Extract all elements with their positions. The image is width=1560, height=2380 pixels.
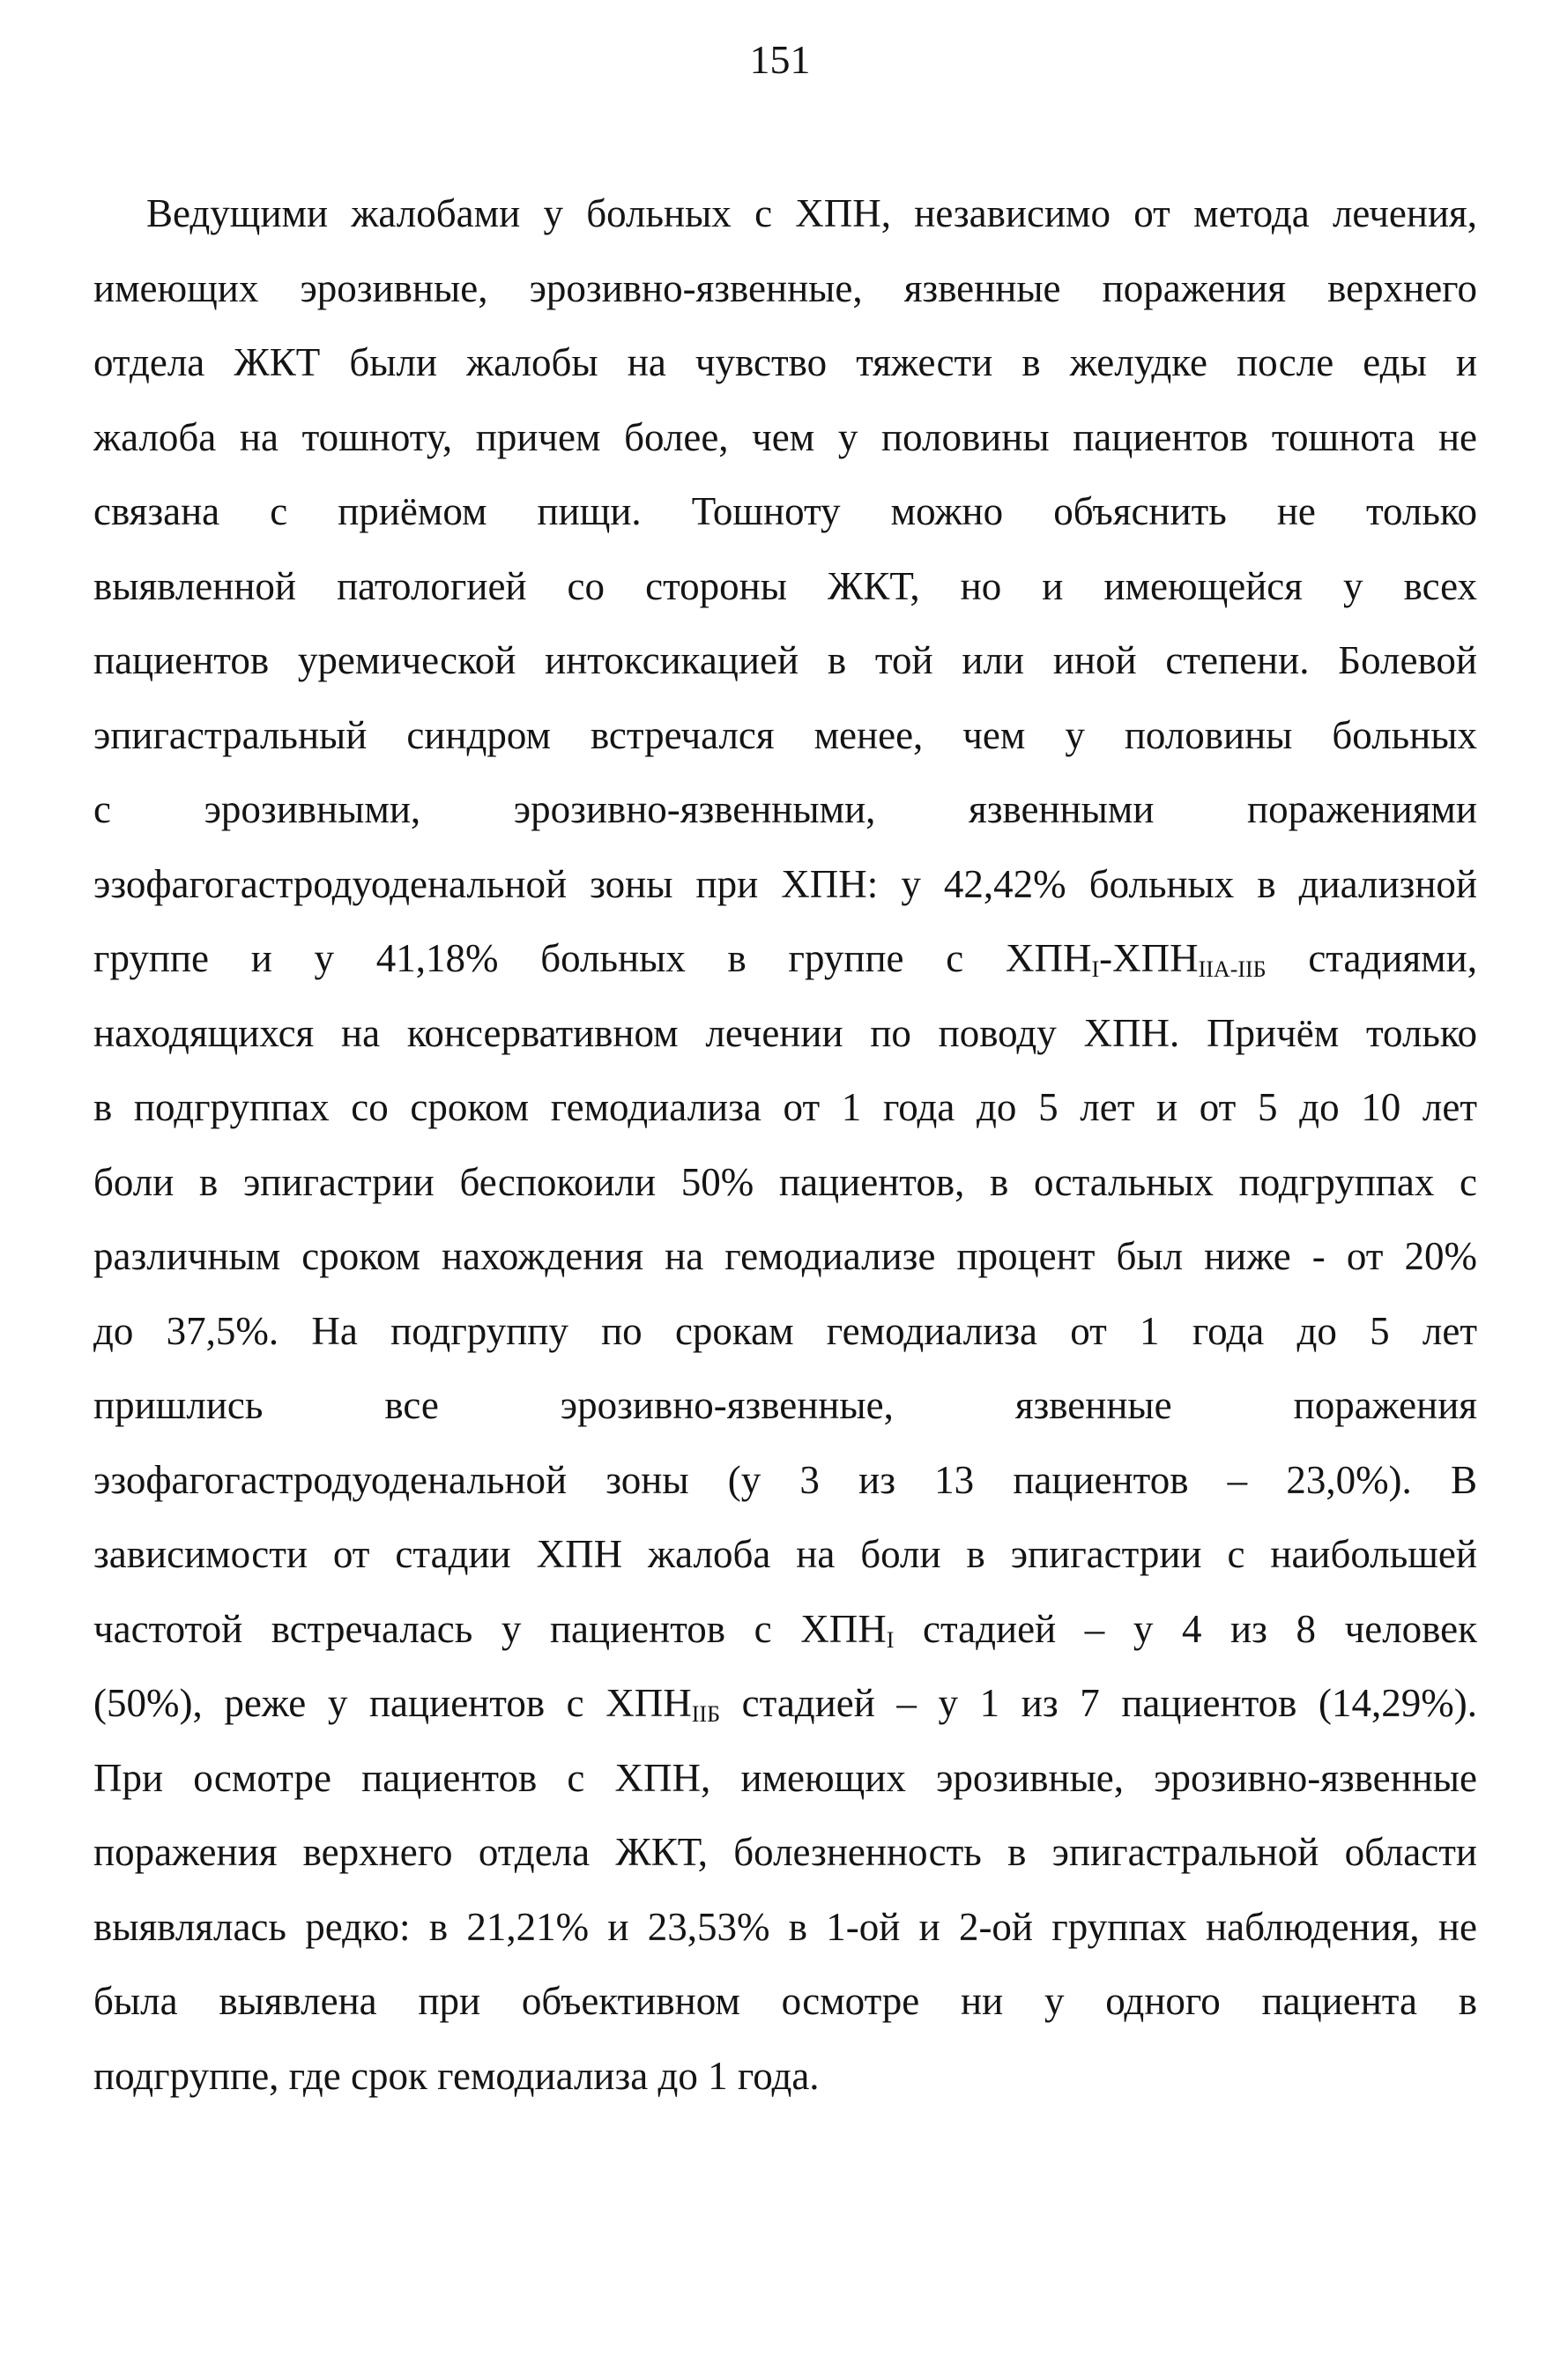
subscript: I (886, 1626, 895, 1653)
subscript: IIБ (691, 1701, 721, 1727)
text-line: выявлялась редко: в 21,21% и 23,53% в 1-ой и 2-ой группах наблюдения, не (93, 1904, 1477, 1949)
text-line: Ведущими жалобами у больных с ХПН, независимо от метода лечения, (146, 191, 1477, 235)
text-line (93, 1666, 1477, 1741)
text-segment: группе и у 41,18% больных в группе с ХПН (93, 936, 1092, 980)
subscript: I (1091, 956, 1100, 982)
text-line: При осмотре пациентов с ХПН, имеющих эрозивные, эрозивно-язвенные (93, 1755, 1477, 1800)
text-line: эзофагогастродуоденальной зоны (у 3 из 13 пациентов – 23,0%). В (93, 1457, 1477, 1502)
text-line: поражения верхнего отдела ЖКТ, болезненность в эпигастральной области (93, 1830, 1477, 1874)
page-number: 151 (749, 37, 811, 82)
text-segment: -ХПН (1099, 936, 1199, 980)
text-line: в подгруппах со сроком гемодиализа от 1 года до 5 лет и от 5 до 10 лет (93, 1085, 1477, 1129)
text-line: различным сроком нахождения на гемодиализе процент был ниже - от 20% (93, 1234, 1477, 1278)
text-line: до 37,5%. На подгруппу по срокам гемодиализа от 1 года до 5 лет (93, 1308, 1477, 1353)
text-line: зависимости от стадии ХПН жалоба на боли в эпигастрии с наибольшей (93, 1532, 1477, 1576)
text-segment: стадиями, (1266, 936, 1477, 980)
text-line: была выявлена при объективном осмотре ни у одного пациента в (93, 1979, 1477, 2023)
text-line (93, 921, 1477, 996)
text-segment: стадией – у 4 из 8 человек (894, 1606, 1477, 1651)
text-segment: частотой встречалась у пациентов с ХПН (93, 1606, 887, 1651)
text-line: имеющих эрозивные, эрозивно-язвенные, язвенные поражения верхнего (93, 265, 1477, 310)
text-line: эпигастральный синдром встречался менее, чем у половины больных (93, 712, 1477, 757)
text-line: эзофагогастродуоденальной зоны при ХПН: у 42,42% больных в диализной (93, 861, 1477, 906)
text-line: подгруппе, где срок гемодиализа до 1 года. (93, 2053, 820, 2098)
text-line: жалоба на тошноту, причем более, чем у половины пациентов тошнота не (93, 414, 1477, 459)
text-segment: стадией – у 1 из 7 пациентов (14,29%). (720, 1681, 1477, 1725)
text-line: пациентов уремической интоксикацией в той или иной степени. Болевой (93, 638, 1477, 682)
text-line: связана с приёмом пищи. Тошноту можно объяснить не только (93, 489, 1477, 533)
text-line: выявленной патологией со стороны ЖКТ, но и имеющейся у всех (93, 563, 1477, 608)
text-segment: (50%), реже у пациентов с ХПН (93, 1681, 692, 1725)
text-line: пришлись все эрозивно-язвенные, язвенные поражения (93, 1383, 1477, 1427)
text-line: боли в эпигастрии беспокоили 50% пациентов, в остальных подгруппах с (93, 1159, 1477, 1204)
text-line: отдела ЖКТ были жалобы на чувство тяжести в желудке после еды и (93, 340, 1477, 384)
subscript: IIА-IIБ (1198, 956, 1267, 982)
paragraph (93, 176, 1477, 2113)
text-line: находящихся на консервативном лечении по поводу ХПН. Причём только (93, 1010, 1477, 1055)
text-line (93, 1592, 1477, 1667)
text-line: с эрозивными, эрозивно-язвенными, язвенными поражениями (93, 787, 1477, 831)
